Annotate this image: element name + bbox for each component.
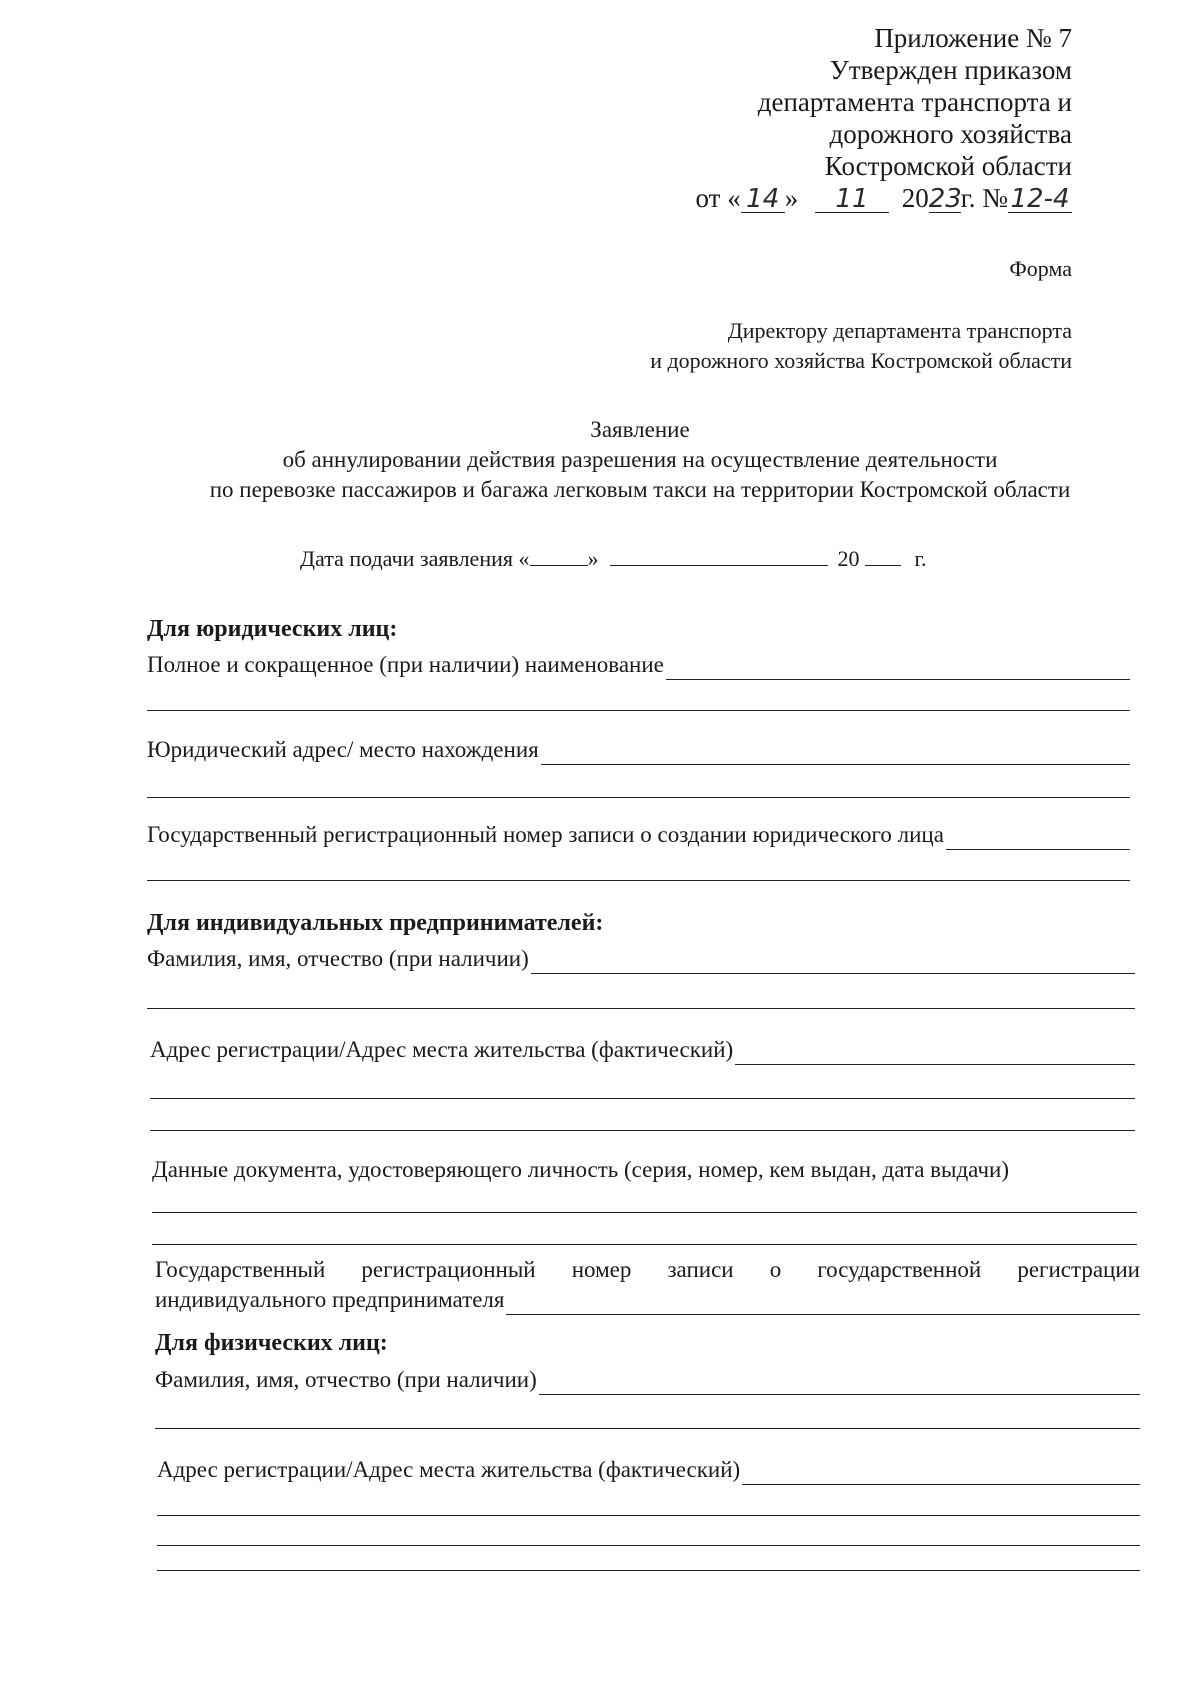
title-subject-line1: об аннулировании действия разрешения на осуществление деятельности	[282, 447, 998, 472]
ip-id-document-line2[interactable]	[152, 1212, 1137, 1213]
entrepreneurs-heading: Для индивидуальных предпринимателей:	[147, 910, 604, 936]
legal-ogrn-field[interactable]: Государственный регистрационный номер записи о создании юридического лица	[147, 820, 1130, 850]
order-number: 12-4	[1008, 186, 1072, 213]
department-line1: департамента транспорта и	[757, 87, 1072, 117]
region: Костромской области	[824, 151, 1072, 181]
person-address-line3[interactable]	[157, 1545, 1140, 1546]
legal-name-field[interactable]: Полное и сокращенное (при наличии) наименование	[147, 650, 1130, 680]
person-address-line4[interactable]	[157, 1570, 1140, 1571]
order-month: 11	[815, 186, 889, 213]
date-month-field[interactable]	[610, 545, 828, 566]
legal-address-line2[interactable]	[147, 797, 1130, 798]
title-heading: Заявление	[590, 417, 690, 442]
legal-ogrn-line2[interactable]	[147, 880, 1130, 881]
appendix-number: Приложение № 7	[874, 23, 1072, 53]
ip-fio-line2[interactable]	[147, 1008, 1135, 1009]
ip-id-document-field[interactable]: Данные документа, удостоверяющего личность (серия, номер, кем выдан, дата выдачи)	[152, 1157, 1009, 1182]
department-line2: дорожного хозяйства	[829, 119, 1072, 149]
document-title	[140, 415, 1140, 505]
order-day: 14	[741, 186, 785, 213]
ip-id-document-line3[interactable]	[152, 1244, 1137, 1245]
title-subject-line2: по перевозке пассажиров и багажа легковым такси на территории Костромской области	[209, 477, 1071, 502]
approved-by: Утвержден приказом	[829, 55, 1072, 85]
addressee: Директору департамента транспорта и дорожного хозяйства Костромской области	[650, 318, 1072, 373]
form-label: Форма	[1009, 256, 1072, 281]
submission-date: Дата подачи заявления « » 20 г.	[300, 546, 927, 571]
person-address-field[interactable]: Адрес регистрации/Адрес места жительства (фактический)	[157, 1455, 1140, 1485]
legal-entities-heading: Для юридических лиц:	[147, 616, 398, 642]
person-address-line2[interactable]	[157, 1515, 1140, 1516]
person-fio-field[interactable]: Фамилия, имя, отчество (при наличии)	[155, 1365, 1140, 1395]
individuals-heading: Для физических лиц:	[155, 1330, 388, 1356]
ip-ogrnip-field[interactable]	[155, 1255, 1140, 1315]
ip-address-line2[interactable]	[150, 1098, 1135, 1099]
order-year: 23	[928, 184, 962, 214]
order-date-number: от « 14 » 11 2023г. №12-4	[696, 182, 1073, 214]
date-day-field[interactable]	[530, 545, 588, 566]
ip-ogrnip-label-line2: индивидуального предпринимателя	[155, 1287, 505, 1312]
legal-name-line2[interactable]	[147, 710, 1130, 711]
order-reference	[696, 22, 1073, 214]
ip-address-field[interactable]: Адрес регистрации/Адрес места жительства (фактический)	[150, 1035, 1135, 1065]
ip-address-line3[interactable]	[150, 1130, 1135, 1131]
legal-address-field[interactable]: Юридический адрес/ место нахождения	[147, 735, 1130, 765]
date-year-field[interactable]	[865, 545, 901, 566]
person-fio-line2[interactable]	[155, 1428, 1140, 1429]
ip-ogrnip-fill[interactable]	[506, 1292, 1140, 1315]
ip-ogrnip-label-line1: Государственный регистрационный номер записи о государственной регистрации	[155, 1257, 1140, 1282]
ip-fio-field[interactable]: Фамилия, имя, отчество (при наличии)	[147, 944, 1135, 974]
